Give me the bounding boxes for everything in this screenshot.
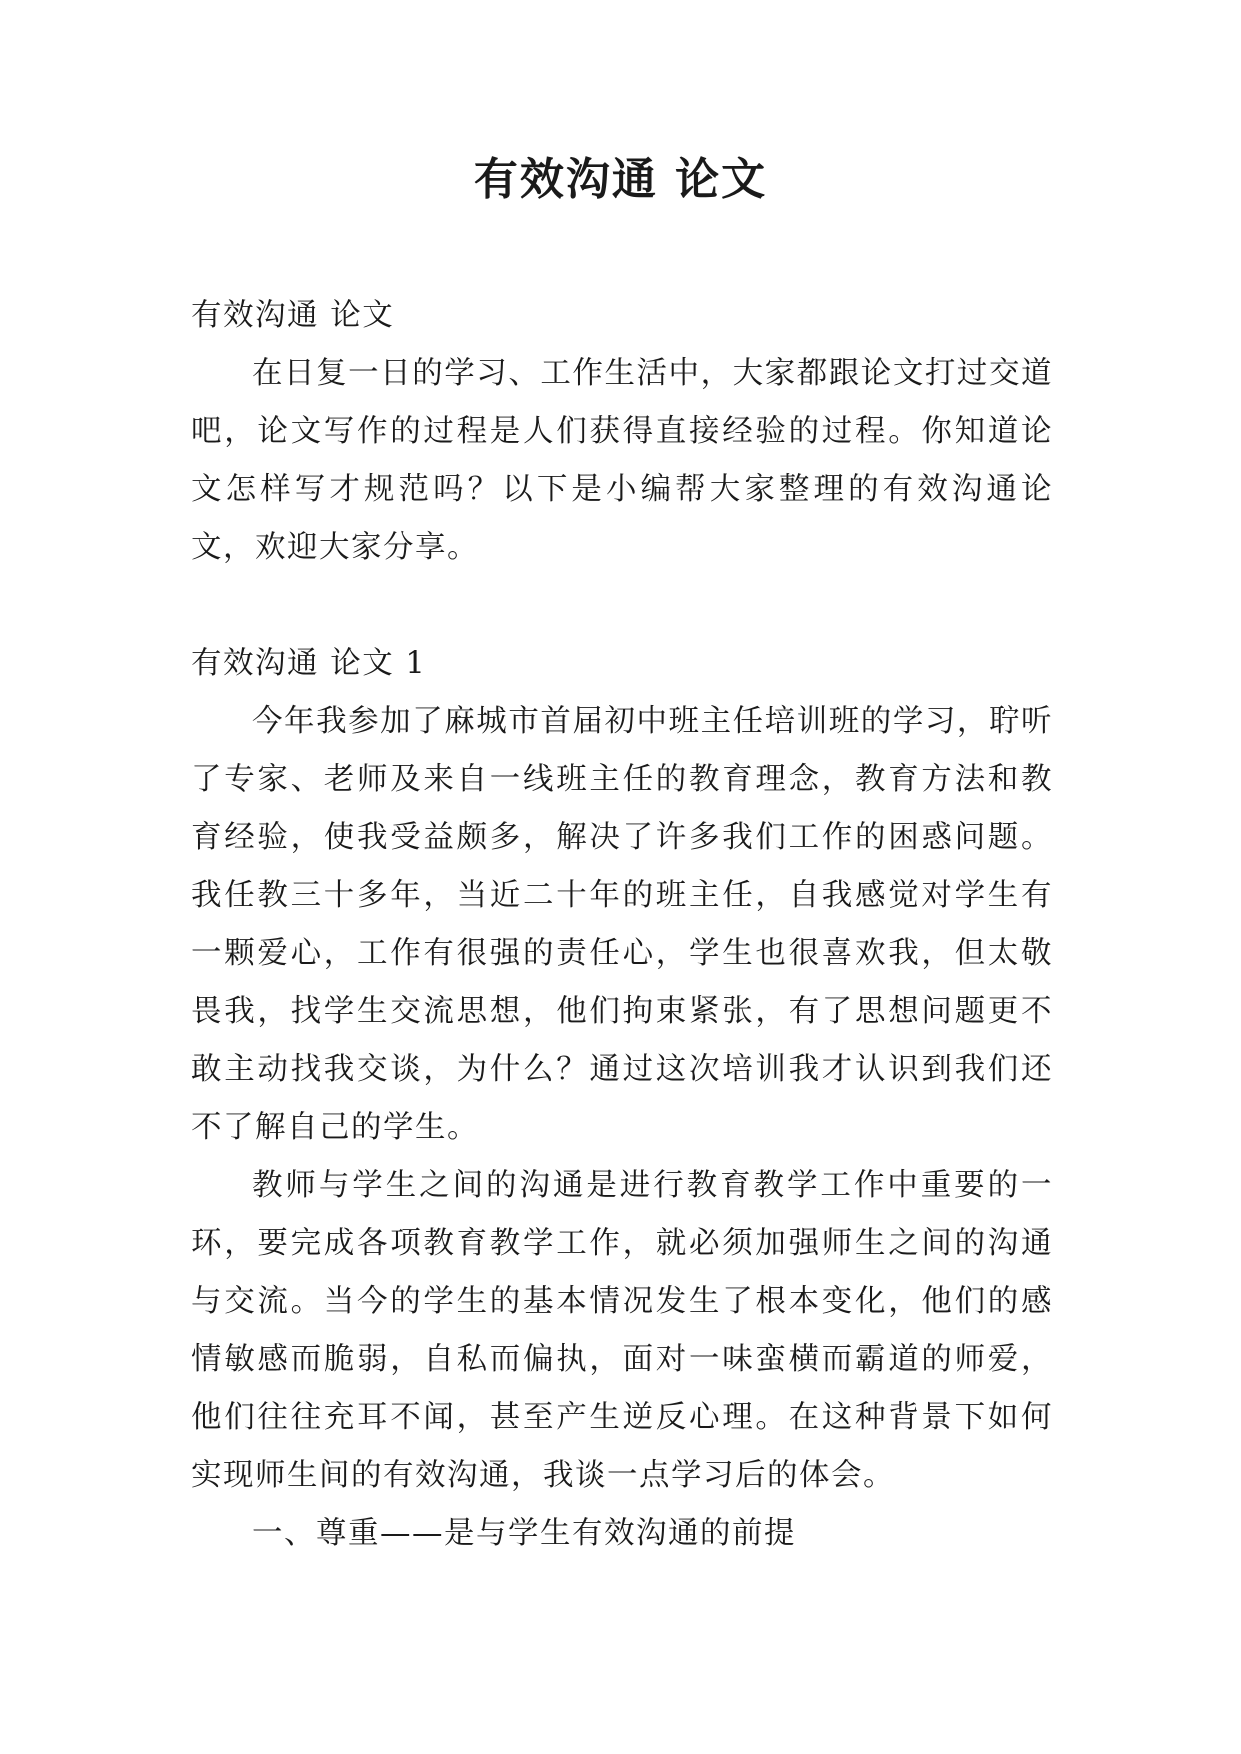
- paragraph-body-2: 教师与学生之间的沟通是进行教育教学工作中重要的一环，要完成各项教育教学工作，就必须加强师生之间的沟通与交流。当今的学生的基本情况发生了根本变化，他们的感情敏感而脆弱，自私而偏执，面对一味蛮横而霸道的师爱，他们往往充耳不闻，甚至产生逆反心理。在这种背景下如何实现师生间的有效沟通，我谈一点学习后的体会。: [191, 1168, 1053, 1493]
- paragraph-subtitle: 有效沟通 论文: [191, 298, 395, 333]
- document-body: [191, 287, 1053, 1563]
- document-title: 有效沟通 论文: [473, 154, 768, 205]
- paragraph-body-1: 今年我参加了麻城市首届初中班主任培训班的学习，聍听了专家、老师及来自一线班主任的教育理念，教育方法和教育经验，使我受益颇多，解决了许多我们工作的困惑问题。我任教三十多年，当近二十年的班主任，自我感觉对学生有一颗爱心，工作有很强的责任心，学生也很喜欢我，但太敬畏我，找学生交流思想，他们拘束紧张，有了思想问题更不敢主动找我交谈，为什么？通过这次培训我才认识到我们还不了解自己的学生。: [191, 704, 1053, 1145]
- paragraph-point-heading: 一、尊重——是与学生有效沟通的前提: [252, 1516, 796, 1551]
- paragraph-intro: 在日复一日的学习、工作生活中，大家都跟论文打过交道吧，论文写作的过程是人们获得直接经验的过程。你知道论文怎样写才规范吗？以下是小编帮大家整理的有效沟通论文，欢迎大家分享。: [191, 356, 1053, 565]
- paragraph-section-heading: 有效沟通 论文 1: [191, 646, 427, 681]
